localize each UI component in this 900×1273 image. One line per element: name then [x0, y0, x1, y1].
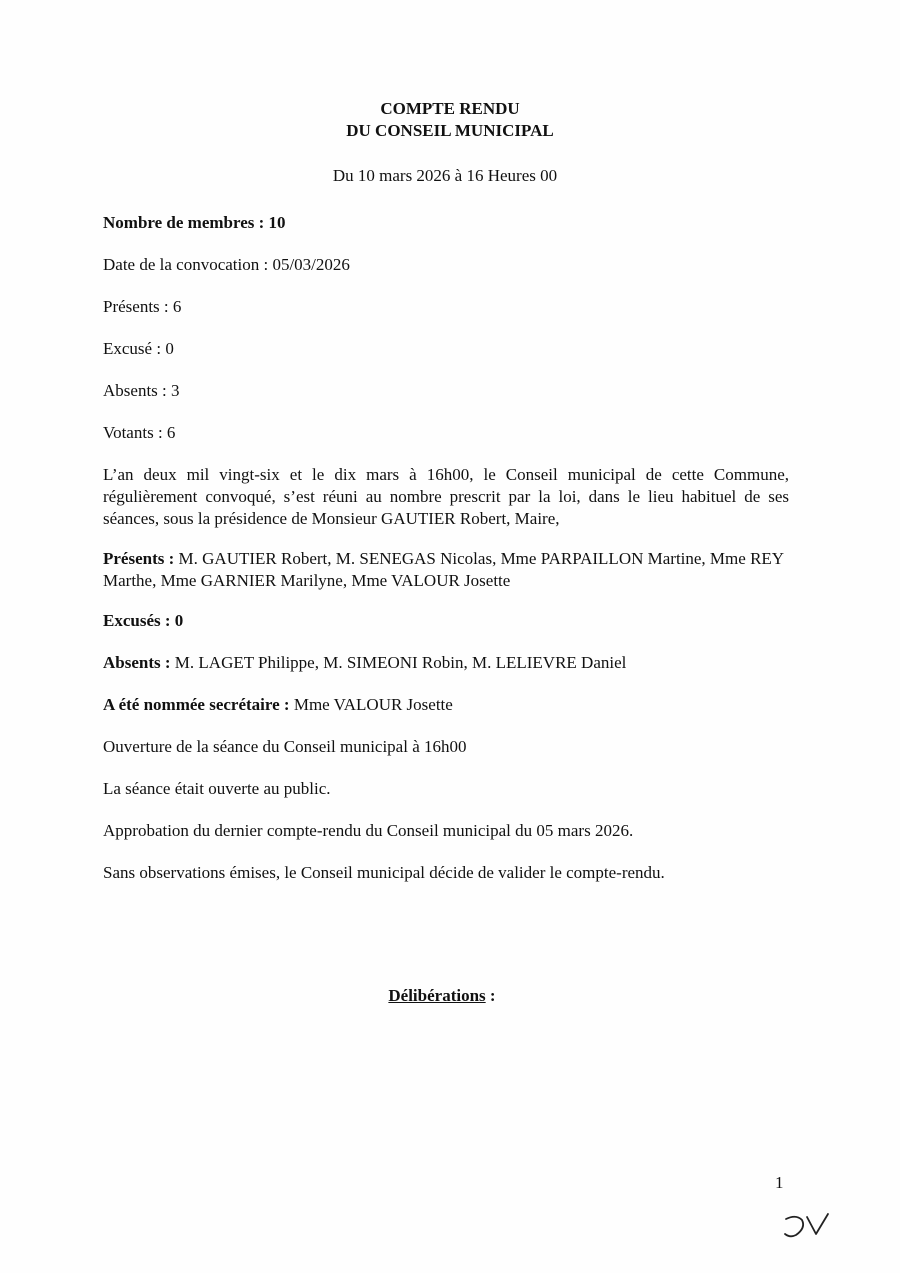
presents-label: Présents :: [103, 549, 175, 568]
public-line: La séance était ouverte au public.: [103, 779, 331, 798]
secretary-line: [103, 694, 453, 716]
meeting-date: Du 10 mars 2026 à 16 Heures 00: [332, 166, 558, 185]
excuse-count: Excusé : 0: [103, 339, 174, 358]
opening-line: Ouverture de la séance du Conseil municipal à 16h00: [103, 737, 467, 756]
title-line-2: DU CONSEIL MUNICIPAL: [346, 121, 554, 140]
absents-names: M. LAGET Philippe, M. SIMEONI Robin, M. LELIEVRE Daniel: [170, 653, 627, 672]
convocation-date: Date de la convocation : 05/03/2026: [103, 255, 350, 274]
excuses-line: Excusés : 0: [103, 611, 184, 630]
deliberations-title: Délibérations: [388, 986, 486, 1005]
secretary-label: A été nommée secrétaire :: [103, 695, 290, 714]
deliberations-heading: [0, 986, 884, 1006]
approval-line: Approbation du dernier compte-rendu du Conseil municipal du 05 mars 2026.: [103, 821, 634, 840]
deliberations-colon: :: [485, 986, 496, 1005]
votants-count: Votants : 6: [103, 423, 176, 442]
intro-paragraph: L’an deux mil vingt-six et le dix mars à 16h00, le Conseil municipal de cette Commune, régulièrement convoqué, s’est réuni au nombre prescrit par la loi, dans le lieu habituel de ses séances, sous la présidence de Monsieur GAUTIER Robert, Maire,: [103, 465, 789, 528]
handwritten-initials: [782, 1208, 842, 1242]
title-line-1: COMPTE RENDU: [380, 99, 520, 118]
validation-line: Sans observations émises, le Conseil municipal décide de valider le compte-rendu.: [103, 863, 665, 882]
absents-count: Absents : 3: [103, 381, 180, 400]
presents-list: [103, 548, 793, 592]
presents-names: M. GAUTIER Robert, M. SENEGAS Nicolas, Mme PARPAILLON Martine, Mme REY Marthe, Mme GARNIER Marilyne, Mme VALOUR Josette: [103, 549, 784, 590]
absents-label: Absents :: [103, 653, 171, 672]
page-number: 1: [775, 1173, 784, 1192]
secretary-name: Mme VALOUR Josette: [289, 695, 453, 714]
presents-count: Présents : 6: [103, 297, 182, 316]
members-count: Nombre de membres : 10: [103, 213, 286, 232]
absents-list: [103, 652, 626, 674]
